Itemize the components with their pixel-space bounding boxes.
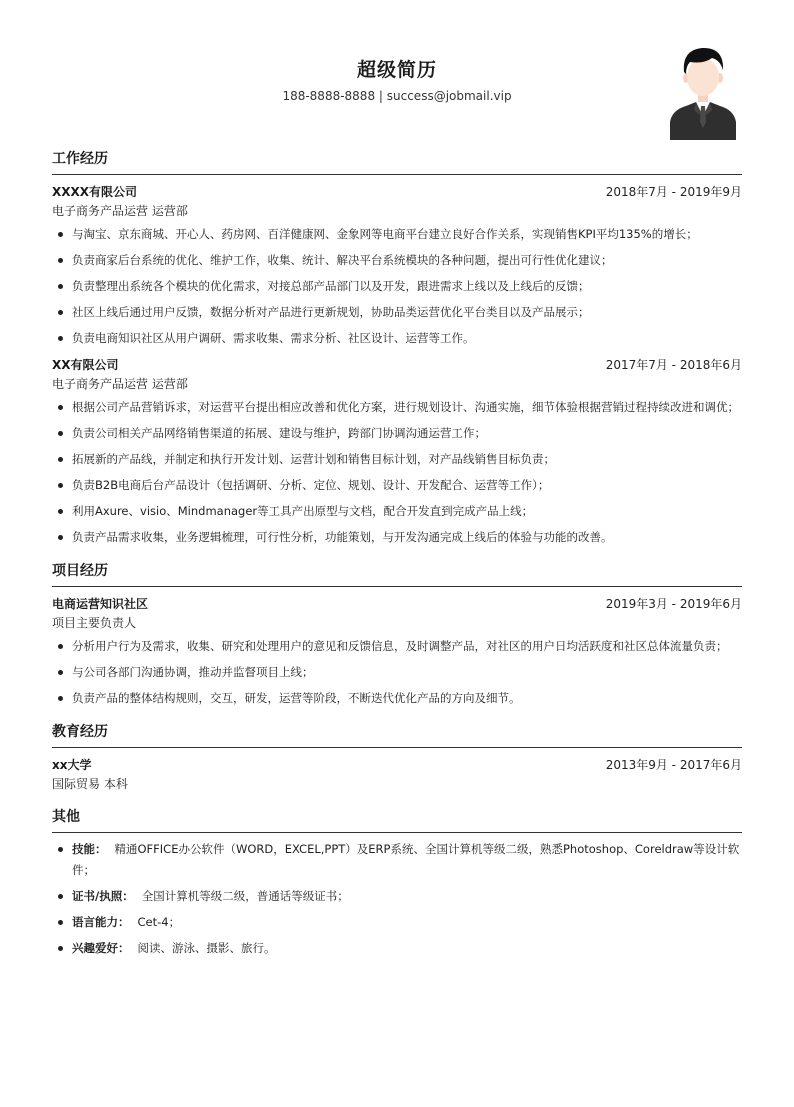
project-role: 项目主要负责人 (52, 616, 137, 630)
project-name: 电商运营知识社区 (52, 596, 149, 611)
item-value: 阅读、游泳、摄影、旅行。 (137, 941, 276, 955)
other-section-title: 其他 (52, 806, 742, 833)
job-role: 电子商务产品运营 运营部 (52, 377, 188, 391)
item-value: 精通OFFICE办公软件（WORD，EXCEL,PPT）及ERP系统、全国计算机等级二级，熟悉Photoshop、Coreldraw等设计软件； (72, 842, 740, 877)
item-key: 技能： (72, 842, 107, 856)
list-item: 社区上线后通过用户反馈，数据分析对产品进行更新规划，协助品类运营优化平台类目以及产品展示； (52, 302, 742, 323)
work-entry (52, 181, 742, 349)
list-item: 负责电商知识社区从用户调研、需求收集、需求分析、社区设计、运营等工作。 (52, 328, 742, 349)
bullet-list (52, 636, 742, 709)
list-item: 负责产品的整体结构规则，交互，研发，运营等阶段，不断迭代优化产品的方向及细节。 (52, 688, 742, 709)
job-role: 电子商务产品运营 运营部 (52, 204, 188, 218)
education-section (52, 721, 742, 794)
list-item: 拓展新的产品线，并制定和执行开发计划、运营计划和销售目标计划，对产品线销售目标负责； (52, 449, 742, 470)
list-item: 根据公司产品营销诉求，对运营平台提出相应改善和优化方案，进行规划设计、沟通实施，细节体验根据营销过程持续改进和调优； (52, 397, 742, 418)
bullet-list (52, 839, 742, 959)
item-key: 兴趣爱好： (72, 941, 130, 955)
education-entry (52, 754, 742, 794)
entry-date: 2018年7月 - 2019年9月 (605, 184, 742, 199)
degree-info: 国际贸易 本科 (52, 777, 128, 791)
list-item: 与公司各部门沟通协调，推动并监督项目上线； (52, 662, 742, 683)
contact-info: 188-8888-8888 | success@jobmail.vip (282, 89, 512, 103)
list-item: 负责公司相关产品网络销售渠道的拓展、建设与维护，跨部门协调沟通运营工作； (52, 423, 742, 444)
work-entry (52, 354, 742, 548)
bullet-list (52, 397, 742, 548)
work-section (52, 148, 742, 548)
list-item (52, 938, 742, 959)
item-value: Cet-4； (137, 915, 181, 929)
list-item: 负责商家后台系统的优化、维护工作，收集、统计、解决平台系统模块的各种问题，提出可行性优化建议； (52, 250, 742, 271)
resume-header (52, 0, 742, 148)
item-key: 语言能力： (72, 915, 130, 929)
male-avatar-icon (668, 44, 738, 140)
item-key: 证书/执照： (72, 889, 134, 903)
company-name: XX有限公司 (52, 357, 119, 372)
list-item: 负责产品需求收集，业务逻辑梳理，可行性分析，功能策划，与开发沟通完成上线后的体验与功能的改善。 (52, 527, 742, 548)
item-value: 全国计算机等级二级，普通话等级证书； (141, 889, 349, 903)
project-section-title: 项目经历 (52, 560, 742, 587)
project-entry (52, 593, 742, 709)
school-name: xx大学 (52, 757, 92, 772)
project-section (52, 560, 742, 709)
entry-date: 2019年3月 - 2019年6月 (605, 596, 742, 611)
list-item (52, 886, 742, 907)
resume-name: 超级简历 (356, 59, 437, 81)
work-section-title: 工作经历 (52, 148, 742, 175)
list-item: 利用Axure、visio、Mindmanager等工具产出原型与文档，配合开发直到完成产品上线； (52, 501, 742, 522)
list-item (52, 839, 742, 881)
other-section (52, 806, 742, 959)
entry-date: 2013年9月 - 2017年6月 (605, 757, 742, 772)
list-item: 与淘宝、京东商城、开心人、药房网、百洋健康网、金象网等电商平台建立良好合作关系，实现销售KPI平均135%的增长； (52, 224, 742, 245)
list-item (52, 912, 742, 933)
entry-date: 2017年7月 - 2018年6月 (605, 357, 742, 372)
list-item: 负责B2B电商后台产品设计（包括调研、分析、定位、规划、设计、开发配合、运营等工作）； (52, 475, 742, 496)
list-item: 分析用户行为及需求，收集、研究和处理用户的意见和反馈信息，及时调整产品，对社区的用户日均活跃度和社区总体流量负责； (52, 636, 742, 657)
company-name: XXXX有限公司 (52, 184, 138, 199)
bullet-list (52, 224, 742, 349)
education-section-title: 教育经历 (52, 721, 742, 748)
list-item: 负责整理出系统各个模块的优化需求，对接总部产品部门以及开发，跟进需求上线以及上线后的反馈； (52, 276, 742, 297)
